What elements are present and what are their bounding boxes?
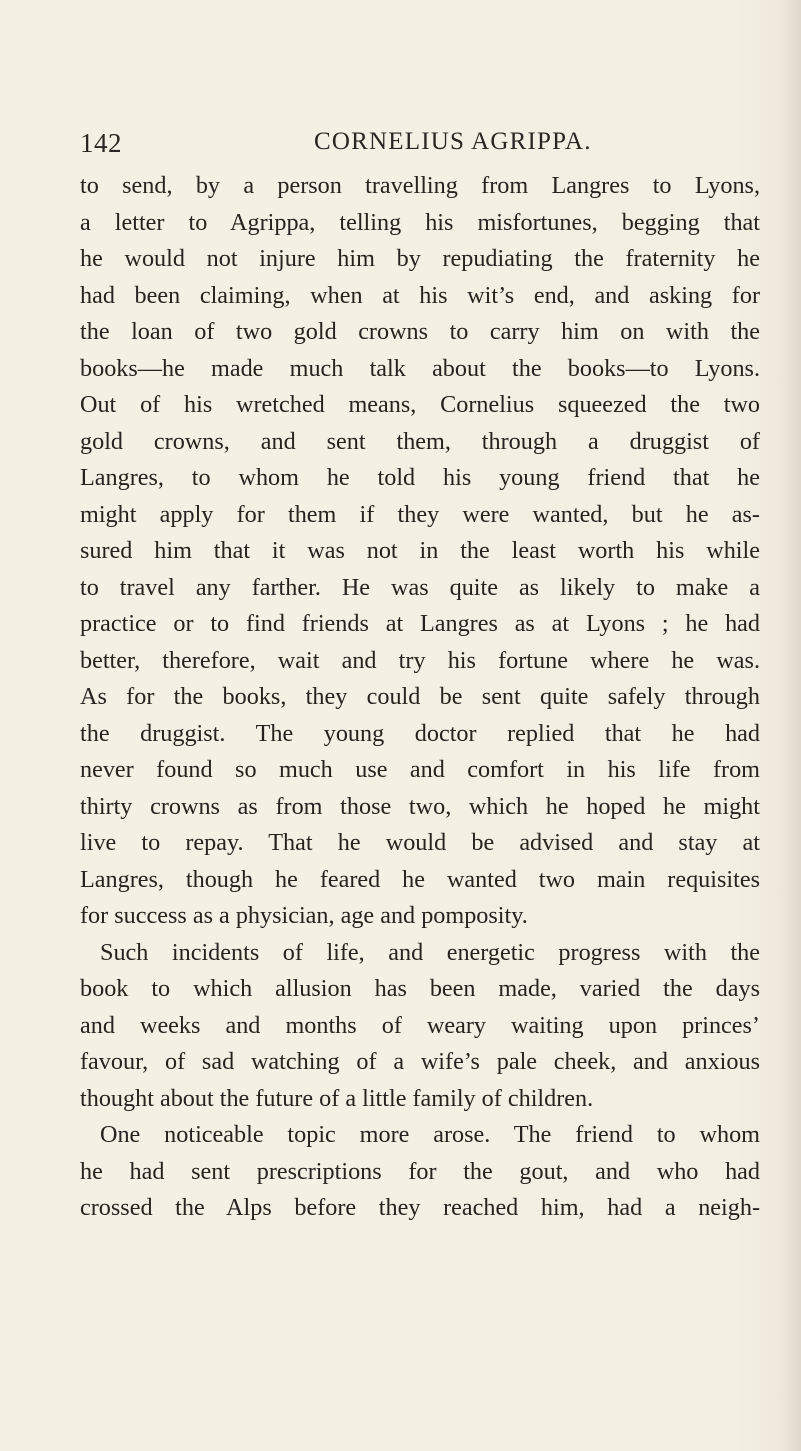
text-line: the loan of two gold crowns to carry him on with the (80, 318, 760, 345)
text-line: he had sent prescriptions for the gout, and who had (80, 1157, 760, 1185)
text-line: live to repay. That he would be advised and stay at (80, 829, 760, 856)
text-line: As for the books, they could be sent quite safely through (80, 683, 760, 710)
text-line: to travel any farther. He was quite as likely to make a (80, 573, 760, 601)
running-head: CORNELIUS AGRIPPA. (314, 128, 592, 155)
text-line: might apply for them if they were wanted, but he as- (80, 500, 760, 528)
text-line: better, therefore, wait and try his fortune where he was. (80, 646, 760, 674)
text-line: gold crowns, and sent them, through a druggist of (80, 427, 760, 455)
page-header (80, 128, 740, 168)
body-text (80, 168, 760, 1227)
text-line: books—he made much talk about the books—to Lyons. (80, 354, 760, 382)
text-line: practice or to find friends at Langres as at Lyons ; he had (80, 610, 760, 637)
text-line: never found so much use and comfort in his life from (80, 756, 760, 783)
text-line: favour, of sad watching of a wife’s pale cheek, and anxious (80, 1048, 760, 1075)
text-line: Langres, though he feared he wanted two main requisites (80, 865, 760, 893)
text-line: and weeks and months of weary waiting upon princes’ (80, 1011, 760, 1039)
text-line: had been claiming, when at his wit’s end, and asking for (80, 281, 760, 309)
text-line: crossed the Alps before they reached him, had a neigh- (80, 1194, 760, 1221)
text-line: Out of his wretched means, Cornelius squeezed the two (80, 391, 760, 418)
text-line: a letter to Agrippa, telling his misfortunes, begging that (80, 208, 760, 236)
text-line: for success as a physician, age and pomposity. (80, 902, 528, 929)
text-line: the druggist. The young doctor replied that he had (80, 719, 760, 747)
text-line: he would not injure him by repudiating the fraternity he (80, 245, 760, 272)
text-line: thought about the future of a little family of children. (80, 1084, 594, 1112)
text-line: sured him that it was not in the least worth his while (80, 537, 760, 564)
text-line: thirty crowns as from those two, which he hoped he might (80, 792, 760, 820)
page-edge-shadow (779, 0, 801, 1451)
text-line: One noticeable topic more arose. The friend to whom (100, 1121, 760, 1148)
text-line: book to which allusion has been made, varied the days (80, 975, 760, 1002)
text-line: to send, by a person travelling from Langres to Lyons, (80, 172, 760, 199)
text-line: Such incidents of life, and energetic progress with the (100, 938, 760, 966)
page-number: 142 (80, 128, 122, 158)
text-line: Langres, to whom he told his young friend that he (80, 464, 760, 491)
